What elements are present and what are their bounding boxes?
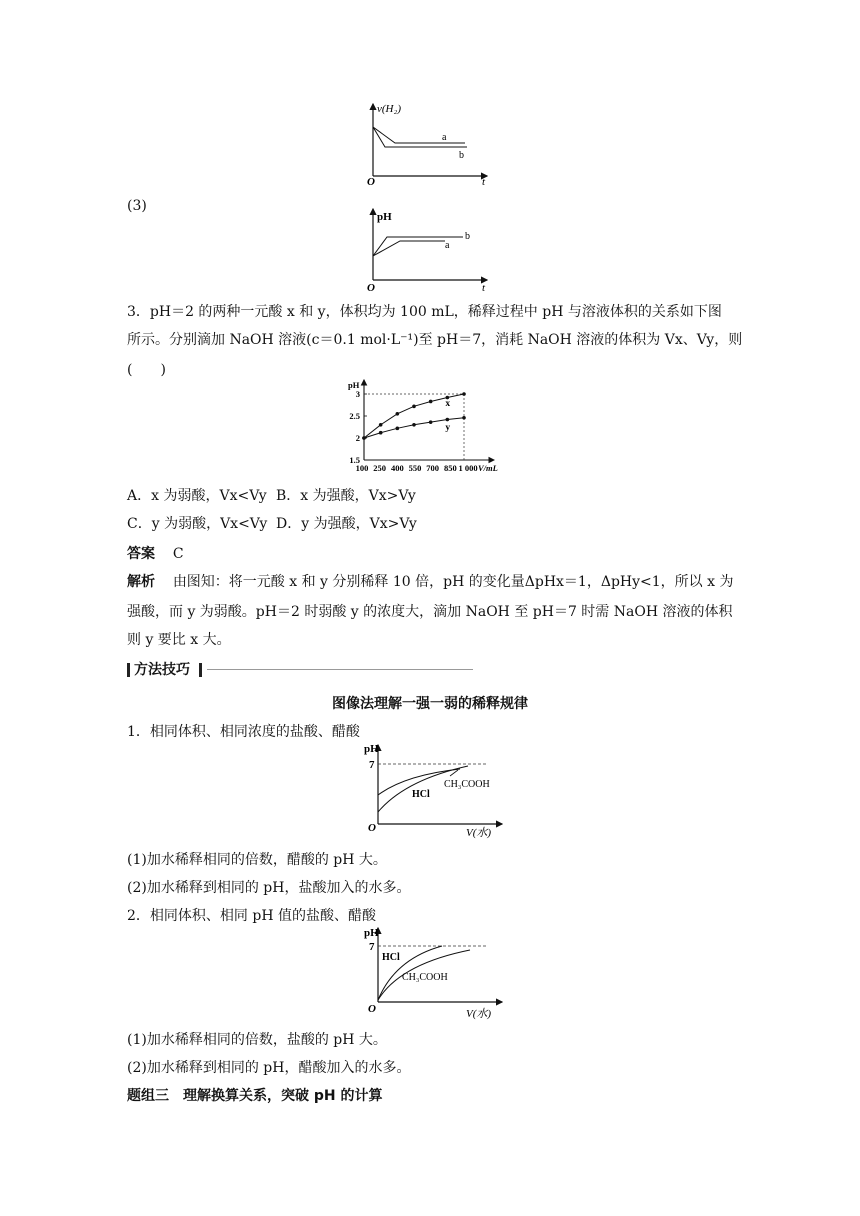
tips-point-2b: (2)加水稀释到相同的 pH，醋酸加入的水多。 <box>127 1060 411 1076</box>
header-mark-right <box>199 663 202 677</box>
x-axis-label: V/mL <box>478 463 498 473</box>
curve-b <box>373 237 463 256</box>
header-rule <box>207 669 473 670</box>
series-point-y <box>412 423 416 427</box>
option-c: C．y 为弱酸，Vx<Vy <box>127 516 268 532</box>
series-point-x <box>412 405 416 409</box>
y-axis-label: pH <box>348 380 360 390</box>
series-point-x <box>396 412 400 416</box>
tips-point-2a: (1)加水稀释相同的倍数，盐酸的 pH 大。 <box>127 1032 387 1048</box>
series-label-x: x <box>445 399 451 409</box>
figure-same-concentration <box>360 740 510 840</box>
header-mark-left <box>127 663 130 677</box>
y-tick-label: 3 <box>355 389 360 399</box>
option-a: A．x 为弱酸，Vx<Vy <box>127 488 267 504</box>
analysis-label: 解析 <box>127 574 155 590</box>
origin-label: O <box>367 176 375 186</box>
figure-vh2-vs-t <box>355 96 495 186</box>
part-3-label: (3) <box>127 198 147 214</box>
series-point-y <box>446 418 450 422</box>
series-point-y <box>462 416 466 420</box>
analysis-text-1: 由图知：将一元酸 x 和 y 分别稀释 10 倍，pH 的变化量ΔpHx＝1，ΔpHy<1，所以 x 为 <box>172 574 734 590</box>
x-tick-label: 550 <box>408 463 422 473</box>
question-3-line-2: 所示。分别滴加 NaOH 溶液(c＝0.1 mol·L⁻¹)至 pH＝7，消耗 NaOH 溶液的体积为 Vx、Vy，则 <box>127 332 743 348</box>
tips-item-2: 2．相同体积、相同 pH 值的盐酸、醋酸 <box>127 908 376 924</box>
group-3-heading: 题组三 理解换算关系，突破 pH 的计算 <box>127 1088 383 1104</box>
series-point-y <box>396 427 400 431</box>
curve-a-label: a <box>445 240 450 251</box>
x-axis-label: t <box>482 176 486 186</box>
y-tick-label: 2.5 <box>349 411 360 421</box>
analysis-text-3: 则 y 要比 x 大。 <box>127 632 231 648</box>
question-3-line-1: 3．pH＝2 的两种一元酸 x 和 y，体积均为 100 mL，稀释过程中 pH 与溶液体积的关系如下图 <box>127 304 722 320</box>
hcl-label: HCl <box>412 789 430 800</box>
series-point-y <box>429 420 433 424</box>
ch3cooh-label: CH₃COOH <box>402 972 448 983</box>
y-axis-label: pH <box>377 211 392 223</box>
y-tick-label: 1.5 <box>349 455 360 465</box>
series-point-y <box>362 436 366 440</box>
option-d: D．y 为强酸，Vx>Vy <box>276 516 417 532</box>
x-tick-label: 700 <box>426 463 440 473</box>
tips-title: 图像法理解一强一弱的稀释规律 <box>332 696 528 712</box>
series-point-x <box>462 392 466 396</box>
answer-row <box>127 544 184 564</box>
ph-7-label: 7 <box>369 941 375 953</box>
series-point-x <box>429 400 433 404</box>
figure-same-ph <box>360 924 510 1024</box>
curve-b-label: b <box>459 150 464 161</box>
x-tick-label: 250 <box>373 463 387 473</box>
origin-label: O <box>368 1003 376 1015</box>
y-axis-label: pH <box>364 927 379 939</box>
curve-a-label: a <box>442 132 447 143</box>
hcl-label: HCl <box>382 952 400 963</box>
figure-ph-vs-t <box>355 204 495 294</box>
analysis-text-2: 强酸，而 y 为弱酸。pH＝2 时弱酸 y 的浓度大，滴加 NaOH 至 pH＝7 时需 NaOH 溶液的体积 <box>127 604 733 620</box>
section-header-label: 方法技巧 <box>134 662 190 678</box>
curve-a <box>373 241 445 256</box>
x-tick-label: 100 <box>355 463 369 473</box>
origin-label: O <box>368 822 376 834</box>
tips-point-1a: (1)加水稀释相同的倍数，醋酸的 pH 大。 <box>127 852 387 868</box>
origin-label: O <box>367 282 375 294</box>
series-point-y <box>379 431 383 435</box>
chart-ph-vs-volume <box>340 376 520 480</box>
curve-b-label: b <box>465 231 470 242</box>
analysis-row-1 <box>127 572 733 592</box>
ph-7-label: 7 <box>369 759 375 771</box>
question-3-line-3: ( ) <box>127 362 166 378</box>
ch3cooh-pointer <box>450 770 458 776</box>
y-axis-label: pH <box>364 743 379 755</box>
series-point-x <box>379 423 383 427</box>
y-tick-label: 2 <box>355 433 360 443</box>
x-tick-label: 1 000 <box>458 463 478 473</box>
x-axis-label: V(水) <box>466 827 492 839</box>
answer-value: C <box>172 546 184 562</box>
answer-label: 答案 <box>127 546 155 562</box>
option-b: B．x 为强酸，Vx>Vy <box>276 488 416 504</box>
curve-a <box>373 127 465 143</box>
x-tick-label: 400 <box>390 463 404 473</box>
tips-item-1: 1．相同体积、相同浓度的盐酸、醋酸 <box>127 724 360 740</box>
x-axis-label: V(水) <box>466 1008 492 1020</box>
tips-point-1b: (2)加水稀释到相同的 pH，盐酸加入的水多。 <box>127 880 411 896</box>
series-label-y: y <box>445 422 451 433</box>
ch3cooh-label: CH₃COOH <box>444 779 490 790</box>
y-axis-label: v(H₂) <box>377 103 401 115</box>
x-axis-label: t <box>482 282 486 294</box>
section-header-tips <box>127 660 473 680</box>
x-tick-label: 850 <box>443 463 457 473</box>
